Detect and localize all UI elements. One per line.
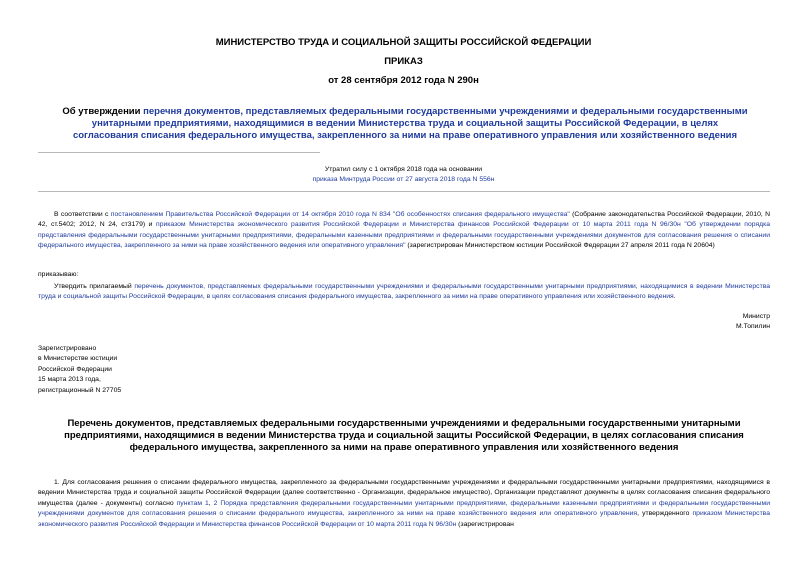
divider-long: [38, 191, 770, 192]
preamble-text-2: (Собрание законодательства Российской Федерации, 2010, N 42, ст.5402; 2012, N 24, ст3179) и: [38, 211, 771, 229]
ministry-name: МИНИСТЕРСТВО ТРУДА И СОЦИАЛЬНОЙ ЗАЩИТЫ РОССИЙСКОЙ ФЕДЕРАЦИИ: [215, 37, 592, 48]
preamble-text-1: В соответствии с: [54, 211, 111, 218]
signature-role: Министр: [742, 313, 770, 320]
registration-line: 15 марта 2013 года,: [38, 376, 101, 384]
order-text-1: Утвердить прилагаемый: [54, 283, 135, 290]
preamble-link-order[interactable]: приказом Министерства экономического развития Российской Федерации и Министерства финансов Российской Федерации от 10 марта 2011 года N 96/30н "Об утверждении порядка представления федеральными государственными унитарными предприятиями, федеральными казенными предприятиями и федеральными государственными учреждениями документов для согласования решения о списании федерального имущества, закрепленного за ними на праве хозяйственного ведения или оперативного управления": [38, 221, 770, 250]
divider-short: [38, 152, 320, 153]
item-1-link-order[interactable]: приказом Министерства экономического развития Российской Федерации и Министерства финансов Российской Федерации от 10 марта 2011 года N 96/30н: [38, 510, 771, 528]
doc-title-prefix: Об утверждении: [62, 106, 144, 117]
status-line: Утратил силу с 1 октября 2018 года на основании: [324, 166, 483, 173]
order-link-list[interactable]: перечень документов, представляемых федеральными государственными учреждениями и федеральными государственными унитарными предприятиями, находящимися в ведении Министерства труда и социальной защиты Российской Федерации, в целях согласования списания федерального имущества, закрепленного за ними на праве оперативного управления или хозяйственного ведения: [38, 283, 771, 301]
registration-line: в Министерстве юстиции: [38, 355, 118, 363]
registration-block: [38, 344, 121, 396]
registration-line: Зарегистрировано: [38, 345, 97, 352]
item-1-text-3: , утвержденного: [637, 510, 693, 518]
item-1: [38, 478, 770, 530]
doc-date: от 28 сентября 2012 года N 290н: [328, 75, 479, 86]
preamble-link-decree[interactable]: постановлением Правительства Российской Федерации от 14 октября 2010 года N 834 "Об особенностях списания федерального имущества": [110, 211, 570, 218]
order-text: [38, 282, 770, 303]
doc-title: [60, 106, 750, 142]
preamble: [38, 210, 770, 252]
order-word: приказываю:: [38, 271, 79, 278]
doc-type: ПРИКАЗ: [384, 56, 423, 67]
item-1-text-1: 1. Для согласования решения о списании федерального имущества, закрепленного за федеральными государственными учреждениями и федеральными государственными унитарными предприятиями, находящимися в ведении Министерства труда и социальной защиты Российской Федерации (далее соответственно - Организации, федеральное имущество), Организации представляют документы в целях согласования списания федерального имущества (далее - документы) согласно: [38, 479, 770, 507]
order-text-2: .: [673, 293, 676, 301]
item-1-link-points[interactable]: пунктам 1: [176, 499, 209, 507]
preamble-text-3: (зарегистрирован Министерством юстиции Российской Федерации 27 апреля 2011 года N 20604): [405, 242, 715, 250]
registration-line: регистрационный N 27705: [38, 386, 122, 394]
list-title: Перечень документов, представляемых федеральными государственными учреждениями и федеральными государственными унитарными предприятиями, находящимися в ведении Министерства труда и социальной защиты Российской Федерации, в целях согласования списания федерального имущества, закрепленного за ними на праве оперативного управления или хозяйственного ведения: [64, 418, 744, 453]
signature-name: М.Топилин: [736, 323, 770, 331]
registration-line: Российской Федерации: [38, 365, 112, 373]
status-link[interactable]: приказа Минтруда России от 27 августа 2018 года N 556н: [312, 176, 495, 184]
item-1-text-2: ,: [208, 499, 214, 507]
item-1-link-procedure[interactable]: 2 Порядка представления федеральными государственными унитарными предприятиями, федеральными казенными предприятиями и федеральными государственными учреждениями документов для согласования решения о списании федерального имущества, закрепленного за ними на праве хозяйственного ведения или оперативного управления: [38, 499, 770, 518]
status-note: [0, 165, 807, 186]
signature: [736, 312, 770, 333]
doc-title-link[interactable]: перечня документов, представляемых федеральными государственными учреждениями и федеральными государственными унитарными предприятиями, находящимися в ведении Министерства труда и социальной защиты Российской Федерации, в целях согласования списания федерального имущества, закрепленного за ними на праве оперативного управления или хозяйственного ведения: [72, 106, 748, 141]
item-1-text-4: (зарегистрирован: [456, 520, 514, 528]
